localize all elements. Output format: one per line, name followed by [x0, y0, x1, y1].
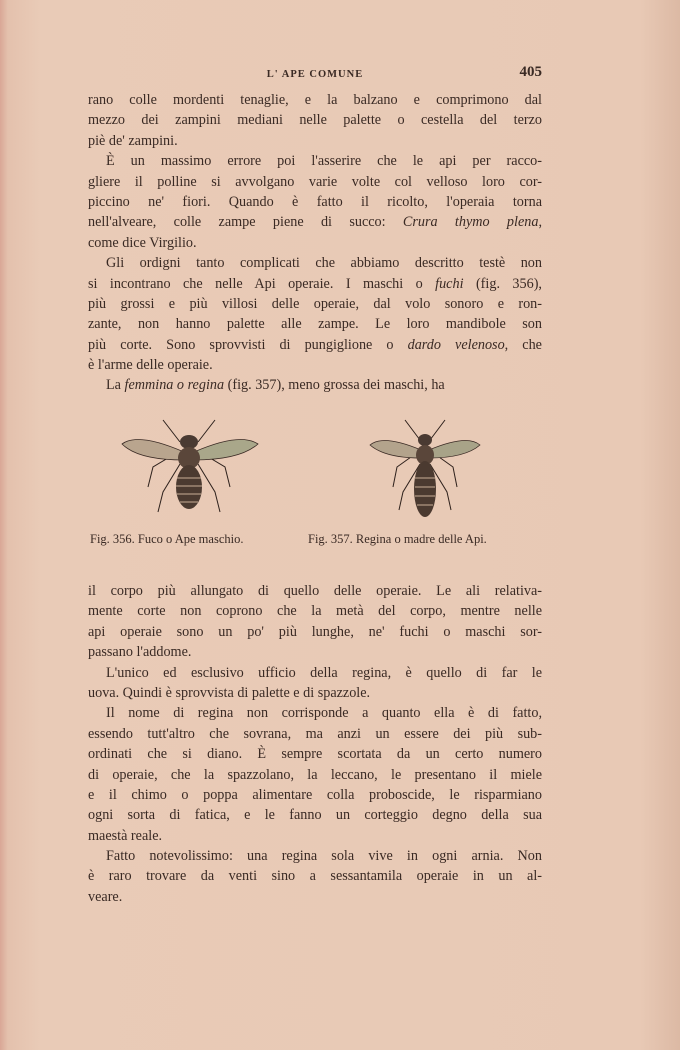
text-line: piè de' zampini. — [88, 132, 178, 149]
text-span: più corte. Sono sprovvisti di pungiglione o — [88, 336, 408, 353]
running-title: L' APE COMUNE — [266, 69, 364, 80]
text-line: È un massimo errore poi l'asserire che le api per racco- — [106, 153, 542, 170]
text-line: Il nome di regina non corrisponde a quanto ella è di fatto, — [106, 705, 542, 722]
text-block-bottom — [88, 581, 542, 907]
italic-text: femmina o regina — [124, 377, 225, 394]
text-line — [88, 335, 542, 355]
text-line: zante, non hanno palette alle zampe. Le loro mandibole son — [88, 316, 542, 333]
text-line: ordinati che si diano. È sempre scortata da un certo numero — [88, 746, 542, 763]
italic-text: dardo velenoso — [407, 336, 505, 353]
text-line: maestà reale. — [88, 827, 163, 844]
figure-caption-357: Fig. 357. Regina o madre delle Api. — [308, 532, 487, 546]
text-line: piccino ne' fiori. Quando è fatto il ricolto, l'operaia torna — [88, 193, 542, 210]
queen-bee-illustration — [365, 412, 485, 527]
text-line: veare. — [88, 888, 123, 905]
text-line: Fatto notevolissimo: una regina sola vive in ogni arnia. Non — [106, 848, 542, 865]
text-line: più grossi e più villosi delle operaie, dal volo sonoro e ron- — [88, 295, 542, 312]
text-line: il corpo più allungato di quello delle operaie. Le ali relativa- — [88, 583, 542, 599]
text-line: essendo tutt'altro che sovrana, ma anzi un essere dei più sub- — [88, 725, 542, 742]
text-line — [88, 212, 542, 232]
text-span: La — [106, 377, 125, 394]
drone-bee-illustration — [118, 412, 263, 527]
text-line — [88, 274, 542, 294]
text-span: , che — [504, 336, 542, 353]
text-line: è raro trovare da venti sino a sessantamila operaie in un al- — [88, 868, 542, 885]
text-line: come dice Virgilio. — [88, 234, 197, 251]
text-line: di operaie, che la spazzolano, la leccano, le presentano il miele — [88, 766, 542, 783]
figure-caption-356: Fig. 356. Fuco o Ape maschio. — [90, 532, 244, 546]
text-block-top — [88, 90, 542, 396]
italic-text: Crura thymo plena — [402, 214, 539, 231]
text-line: ogni sorta di fatica, e le fanno un corteggio degno della sua — [88, 807, 542, 824]
text-line: gliere il polline si avvolgano varie volte col velloso loro cor- — [88, 173, 542, 190]
text-line: Gli ordigni tanto complicati che abbiamo descritto testè non — [106, 255, 542, 272]
text-line: uova. Quindi è sprovvista di palette e di spazzole. — [88, 684, 371, 701]
text-line — [88, 375, 542, 395]
text-line: mezzo dei zampini mediani nelle palette o cestella del terzo — [88, 112, 542, 129]
page-number: 405 — [519, 64, 542, 80]
text-line: passano l'addome. — [88, 644, 192, 661]
text-line: è l'arme delle operaie. — [88, 357, 213, 374]
text-span: nell'alveare, colle zampe piene di succo: — [88, 214, 403, 231]
text-line: api operaie sono un po' più lunghe, ne' fuchi o maschi sor- — [88, 623, 542, 640]
page-header — [88, 64, 542, 84]
text-line: L'unico ed esclusivo ufficio della regina, è quello di far le — [106, 664, 542, 681]
italic-text: fuchi — [435, 275, 464, 292]
text-line: e il chimo o poppa alimentare colla proboscide, le risparmiano — [88, 786, 542, 803]
text-line: rano colle mordenti tenaglie, e la balzano e comprimono dal — [88, 92, 542, 108]
text-span: (fig. 357), meno grossa dei maschi, ha — [224, 377, 445, 394]
text-line: mente corte non coprono che la metà del corpo, mentre nelle — [88, 603, 542, 620]
text-span: si incontrano che nelle Api operaie. I maschi o — [88, 275, 436, 292]
text-span: , — [538, 214, 542, 231]
text-span: (fig. 356), — [463, 275, 542, 292]
